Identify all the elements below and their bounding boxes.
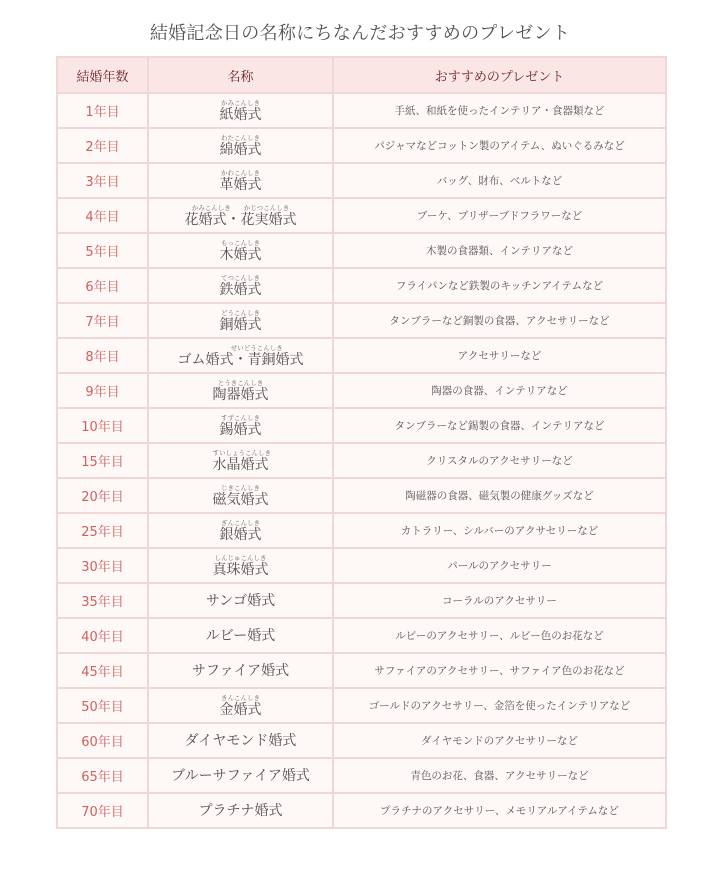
- name-with-furigana: [185, 204, 297, 228]
- gift-cell: 手紙、和紙を使ったインテリア・食器類など: [333, 93, 666, 128]
- anniversary-name: 銅婚式: [219, 316, 262, 333]
- name-with-furigana: [220, 694, 262, 718]
- name-cell: [148, 338, 333, 373]
- anniversary-name: ブルーサファイア婚式: [171, 767, 310, 784]
- name-with-furigana: [213, 449, 269, 473]
- furigana: かわこんしき: [221, 168, 260, 177]
- year-cell: 45年目: [57, 653, 148, 688]
- furigana: せいどうこんしき: [198, 343, 283, 352]
- gift-cell: パジャマなどコットン製のアイテム、ぬいぐるみなど: [333, 128, 666, 163]
- table-row: [57, 128, 666, 163]
- header-years: 結婚年数: [57, 57, 148, 93]
- year-cell: 25年目: [57, 513, 148, 548]
- gift-cell: 木製の食器類、インテリアなど: [333, 233, 666, 268]
- furigana: すずこんしき: [220, 413, 261, 422]
- gift-cell: フライパンなど鉄製のキッチンアイテムなど: [333, 268, 666, 303]
- name-cell: [148, 688, 333, 723]
- name-cell: [148, 408, 333, 443]
- name-cell: [148, 653, 333, 688]
- name-cell: [148, 163, 333, 198]
- gift-cell: タンブラーなど錫製の食器、インテリアなど: [333, 408, 666, 443]
- gift-cell: ルビーのアクセサリー、ルビー色のお花など: [333, 618, 666, 653]
- gift-cell: サファイアのアクセサリー、サファイア色のお花など: [333, 653, 666, 688]
- year-cell: 65年目: [57, 758, 148, 793]
- name-with-furigana: [213, 379, 269, 403]
- year-cell: 30年目: [57, 548, 148, 583]
- anniversary-name: 銀婚式: [219, 526, 262, 543]
- furigana: しんじゅこんしき: [214, 553, 267, 562]
- table-row: [57, 793, 666, 828]
- table-row: [57, 93, 666, 128]
- name-cell: [148, 233, 333, 268]
- anniversary-name: サファイア婚式: [191, 662, 290, 679]
- anniversary-name: ダイヤモンド婚式: [184, 732, 297, 749]
- year-cell: 7年目: [57, 303, 148, 338]
- name-cell: [148, 758, 333, 793]
- name-cell: [148, 478, 333, 513]
- year-cell: 8年目: [57, 338, 148, 373]
- furigana: かみこんしき: [221, 98, 260, 107]
- table-row: [57, 548, 666, 583]
- anniversary-name: 鉄婚式: [219, 281, 262, 298]
- furigana: もっこんしき: [221, 238, 260, 247]
- gift-cell: パールのアクセサリー: [333, 548, 666, 583]
- table-row: [57, 303, 666, 338]
- name-cell: [148, 93, 333, 128]
- year-cell: 10年目: [57, 408, 148, 443]
- name-cell: [148, 303, 333, 338]
- anniversary-name: 真珠婚式: [212, 561, 269, 578]
- table-row: [57, 198, 666, 233]
- table-header-row: [57, 57, 666, 93]
- year-cell: 6年目: [57, 268, 148, 303]
- anniversary-name: プラチナ婚式: [198, 802, 283, 819]
- gift-cell: ゴールドのアクセサリー、金箔を使ったインテリアなど: [333, 688, 666, 723]
- table-row: [57, 583, 666, 618]
- gift-cell: アクセサリーなど: [333, 338, 666, 373]
- anniversary-name: 水晶婚式: [212, 456, 269, 473]
- gift-cell: コーラルのアクセサリー: [333, 583, 666, 618]
- year-cell: 2年目: [57, 128, 148, 163]
- furigana: すいしょうこんしき: [212, 448, 271, 457]
- name-cell: [148, 443, 333, 478]
- page-title: 結婚記念日の名称にちなんだおすすめのプレゼント: [149, 23, 571, 44]
- gift-cell: ダイヤモンドのアクセサリーなど: [333, 723, 666, 758]
- table-row: [57, 233, 666, 268]
- year-cell: 1年目: [57, 93, 148, 128]
- year-cell: 70年目: [57, 793, 148, 828]
- name-with-furigana: [220, 134, 262, 158]
- gift-cell: 青色のお花、食器、アクセサリーなど: [333, 758, 666, 793]
- year-cell: 40年目: [57, 618, 148, 653]
- table-row: [57, 723, 666, 758]
- name-with-furigana: [213, 554, 269, 578]
- year-cell: 20年目: [57, 478, 148, 513]
- gift-cell: タンブラーなど銅製の食器、アクセサリーなど: [333, 303, 666, 338]
- name-cell: [148, 793, 333, 828]
- anniversary-name: 革婚式: [219, 176, 262, 193]
- name-with-furigana: [220, 274, 262, 298]
- year-cell: 35年目: [57, 583, 148, 618]
- name-with-furigana: [220, 239, 262, 263]
- furigana: てつこんしき: [221, 273, 260, 282]
- gift-cell: カトラリー、シルバーのアクサセリーなど: [333, 513, 666, 548]
- anniversary-name: 磁気婚式: [212, 491, 269, 508]
- name-with-furigana: [220, 519, 262, 543]
- year-cell: 50年目: [57, 688, 148, 723]
- name-cell: [148, 128, 333, 163]
- anniversary-name: ゴム婚式・青銅婚式: [177, 351, 304, 368]
- name-with-furigana: [213, 484, 269, 508]
- year-cell: 3年目: [57, 163, 148, 198]
- year-cell: 5年目: [57, 233, 148, 268]
- table-row: [57, 268, 666, 303]
- name-with-furigana: [220, 309, 262, 333]
- gift-cell: 陶器の食器、インテリアなど: [333, 373, 666, 408]
- table-row: [57, 618, 666, 653]
- table-row: [57, 443, 666, 478]
- table-row: [57, 408, 666, 443]
- name-cell: [148, 268, 333, 303]
- name-with-furigana: [220, 169, 262, 193]
- name-cell: [148, 373, 333, 408]
- gift-cell: クリスタルのアクセサリーなど: [333, 443, 666, 478]
- anniversary-name: 金婚式: [219, 701, 262, 718]
- anniversary-name: 陶器婚式: [212, 386, 269, 403]
- name-with-furigana: [220, 414, 262, 438]
- table-row: [57, 688, 666, 723]
- gift-cell: ブーケ、プリザーブドフラワーなど: [333, 198, 666, 233]
- furigana: どうこんしき: [221, 308, 260, 317]
- name-cell: [148, 583, 333, 618]
- table-row: [57, 478, 666, 513]
- gift-cell: バッグ、財布、ベルトなど: [333, 163, 666, 198]
- furigana: かみこんしき かじつこんしき: [191, 203, 290, 212]
- table-row: [57, 338, 666, 373]
- anniversary-name: サンゴ婚式: [205, 592, 276, 609]
- year-cell: 4年目: [57, 198, 148, 233]
- table-row: [57, 653, 666, 688]
- year-cell: 60年目: [57, 723, 148, 758]
- year-cell: 15年目: [57, 443, 148, 478]
- name-cell: [148, 513, 333, 548]
- anniversary-name: 花婚式・花実婚式: [184, 211, 297, 228]
- table-row: [57, 373, 666, 408]
- furigana: わたこんしき: [221, 133, 260, 142]
- table-row: [57, 758, 666, 793]
- anniversary-name: 綿婚式: [219, 141, 262, 158]
- anniversary-name: 紙婚式: [219, 106, 262, 123]
- name-with-furigana: [178, 344, 304, 368]
- table-row: [57, 513, 666, 548]
- furigana: ぎんこんしき: [221, 518, 260, 527]
- furigana: じきこんしき: [221, 483, 260, 492]
- header-name: 名称: [148, 57, 333, 93]
- name-cell: [148, 723, 333, 758]
- name-cell: [148, 618, 333, 653]
- furigana: とうきこんしき: [217, 378, 264, 387]
- anniversary-name: 錫婚式: [219, 421, 262, 438]
- name-cell: [148, 548, 333, 583]
- furigana: きんこんしき: [221, 693, 260, 702]
- table-row: [57, 163, 666, 198]
- anniversary-name: ルビー婚式: [205, 627, 276, 644]
- anniversary-gift-table: [56, 56, 667, 829]
- name-with-furigana: [220, 99, 262, 123]
- gift-cell: 陶磁器の食器、磁気製の健康グッズなど: [333, 478, 666, 513]
- year-cell: 9年目: [57, 373, 148, 408]
- header-gift: おすすめのプレゼント: [333, 57, 666, 93]
- name-cell: [148, 198, 333, 233]
- gift-cell: プラチナのアクセサリー、メモリアルアイテムなど: [333, 793, 666, 828]
- anniversary-name: 木婚式: [219, 246, 262, 263]
- table-body: [57, 93, 666, 828]
